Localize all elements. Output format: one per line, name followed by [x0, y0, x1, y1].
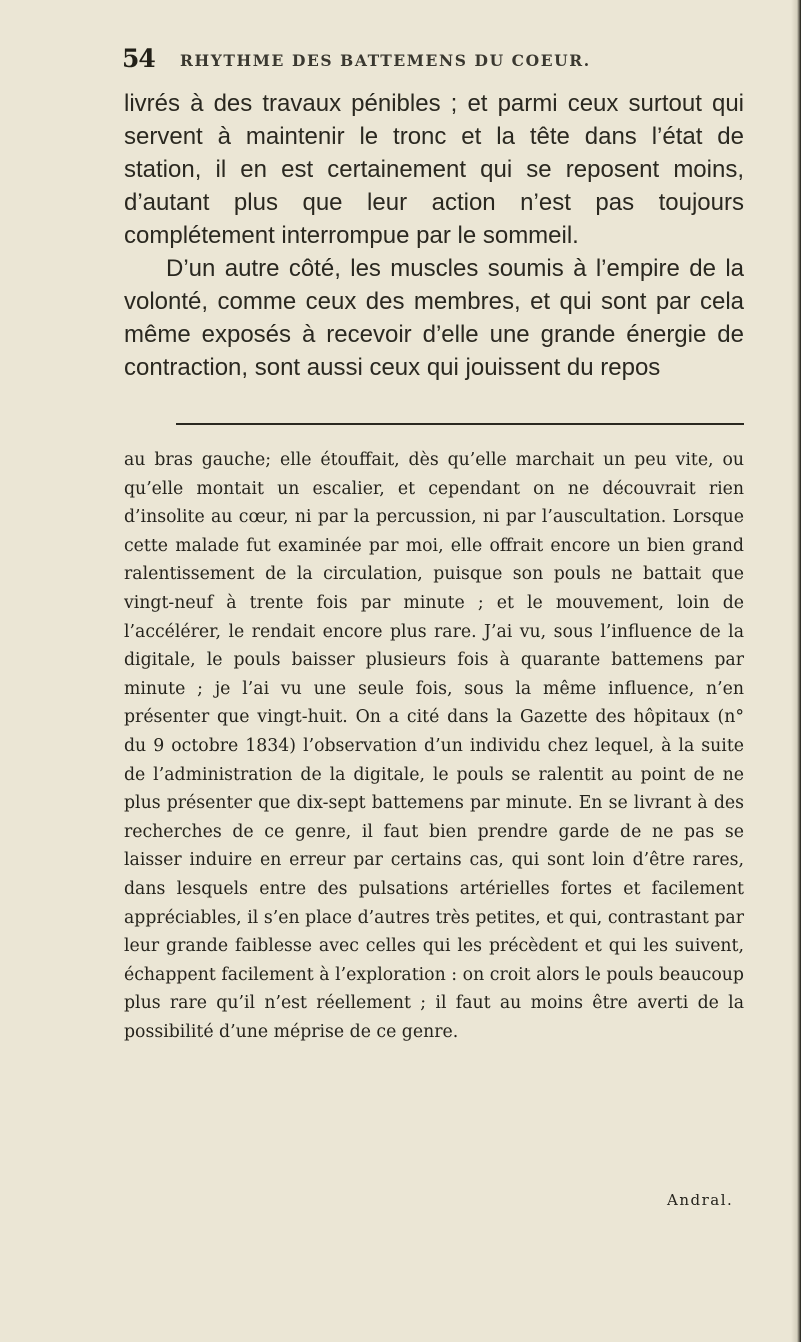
- main-paragraph-1: livrés à des travaux pénibles ; et parmi ceux surtout qui servent à maintenir le tronc et la tête dans l’état de station, il en est certainement qui se reposent moins, d’autant plus que leur action n’est pas toujours complétement interrompue par le sommeil.: [124, 90, 744, 249]
- footnote-signature: Andral.: [667, 1191, 734, 1209]
- page-number: 54: [122, 44, 155, 73]
- page-header: [122, 42, 742, 82]
- footnote: [124, 446, 744, 1046]
- main-text: [124, 87, 744, 384]
- page-edge-shadow: [791, 0, 801, 1342]
- main-paragraph-2: D’un autre côté, les muscles soumis à l’empire de la volonté, comme ceux des membres, et qui sont par cela même exposés à recevoir d’elle une grande énergie de contraction, sont aussi ceux qui jouissent du repos: [124, 255, 744, 381]
- footnote-text: au bras gauche; elle étouffait, dès qu’elle marchait un peu vite, ou qu’elle montait un escalier, et cependant on ne découvrait rien d’insolite au cœur, ni par la percussion, ni par l’auscultation. Lorsque cette malade fut examinée par moi, elle offrait encore un bien grand ralentissement de la circulation, puisque son pouls ne battait que vingt-neuf à trente fois par minute ; et le mouvement, loin de l’accélérer, le rendait encore plus rare. J’ai vu, sous l’influence de la digitale, le pouls baisser plusieurs fois à quarante battemens par minute ; je l’ai vu une seule fois, sous la même influence, n’en présenter que vingt-huit. On a cité dans la Gazette des hôpitaux (n° du 9 octobre 1834) l’observation d’un individu chez lequel, à la suite de l’administration de la digitale, le pouls se ralentit au point de ne plus présenter que dix-sept battemens par minute. En se livrant à des recherches de ce genre, il faut bien prendre garde de ne pas se laisser induire en erreur par certains cas, qui sont loin d’être rares, dans lesquels entre des pulsations artérielles fortes et facilement appréciables, il s’en place d’autres très petites, et qui, contrastant par leur grande faiblesse avec celles qui les précèdent et qui les suivent, échappent facilement à l’exploration : on croit alors le pouls beaucoup plus rare qu’il n’est réellement ; il faut au moins être averti de la possibilité d’une méprise de ce genre.: [124, 450, 744, 1042]
- running-title: RHYTHME DES BATTEMENS DU COEUR.: [180, 51, 591, 70]
- footnote-separator: [176, 423, 744, 425]
